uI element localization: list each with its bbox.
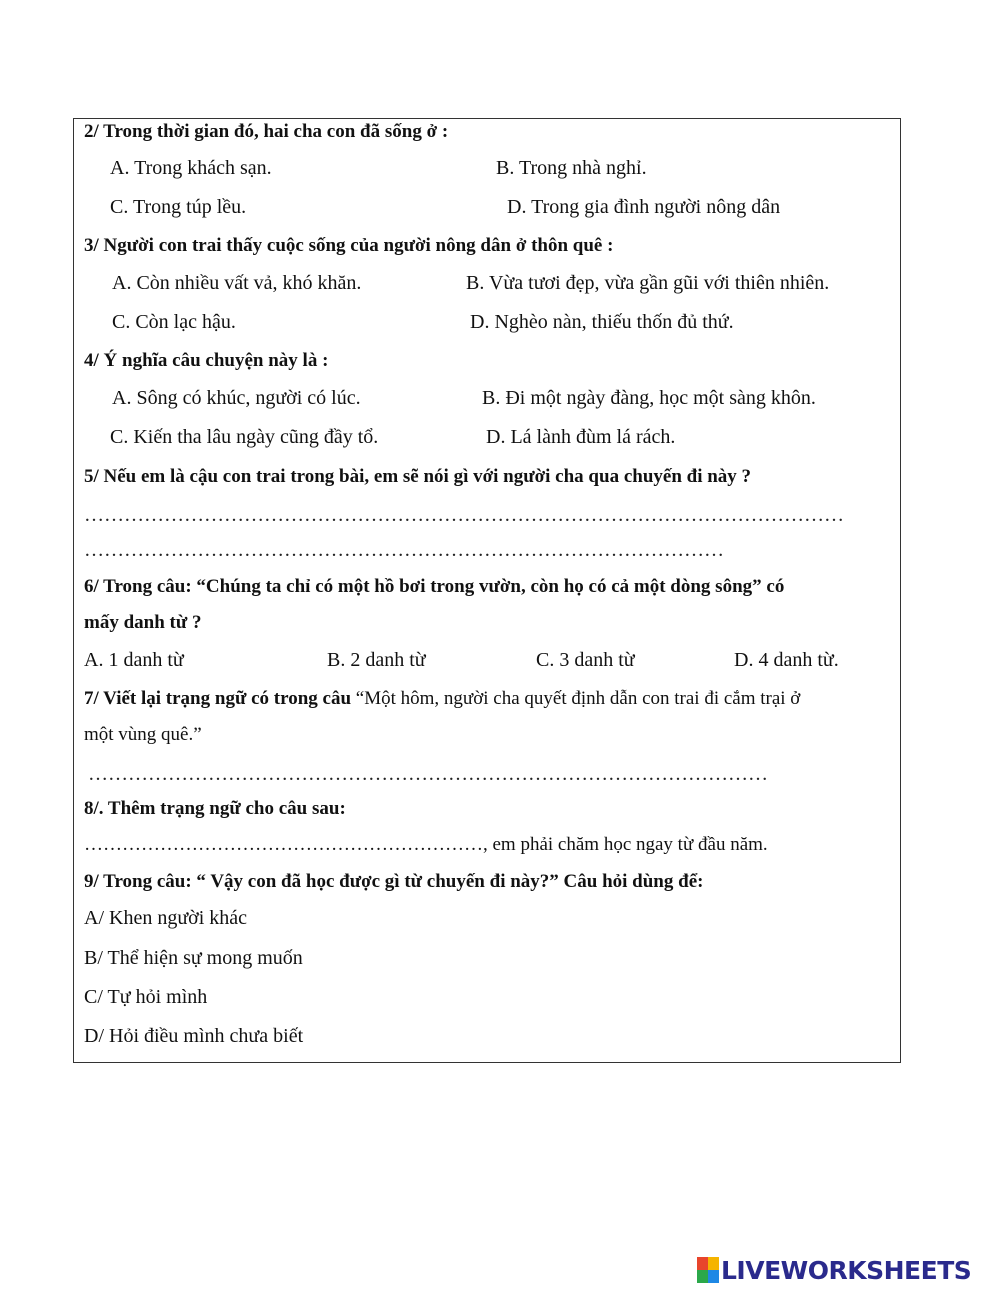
q4-option-d[interactable]: D. Lá lành đùm lá rách.	[486, 426, 676, 448]
q6-option-d[interactable]: D. 4 danh từ.	[734, 649, 839, 671]
q9-option-c[interactable]: C/ Tự hỏi mình	[84, 986, 208, 1008]
q6-option-c[interactable]: C. 3 danh từ	[536, 649, 635, 671]
q7-title-line-1	[84, 687, 800, 711]
q4-option-c[interactable]: C. Kiến tha lâu ngày cũng đầy tổ.	[110, 426, 379, 448]
q6-title-line-2: mấy danh từ ?	[84, 612, 202, 633]
q3-option-c[interactable]: C. Còn lạc hậu.	[112, 311, 236, 333]
q3-option-d[interactable]: D. Nghèo nàn, thiếu thốn đủ thứ.	[470, 311, 734, 333]
q7-answer-line[interactable]: …………………………………………………………………………………………	[88, 763, 768, 785]
q4-option-a[interactable]: A. Sông có khúc, người có lúc.	[112, 387, 361, 409]
q5-answer-line-1[interactable]: ……………………………………………………………………………………………………	[84, 504, 844, 526]
q3-option-a[interactable]: A. Còn nhiều vất vả, khó khăn.	[112, 272, 362, 294]
q9-option-a[interactable]: A/ Khen người khác	[84, 907, 248, 929]
q9-option-b[interactable]: B/ Thể hiện sự mong muốn	[84, 947, 303, 969]
q2-option-a[interactable]: A. Trong khách sạn.	[110, 157, 272, 179]
q9-title: 9/ Trong câu: “ Vậy con đã học được gì từ chuyến đi này?” Câu hỏi dùng để:	[84, 871, 704, 892]
q7-title-bold: 7/ Viết lại trạng ngữ có trong câu	[84, 688, 352, 709]
q9-option-d[interactable]: D/ Hỏi điều mình chưa biết	[84, 1025, 304, 1047]
liveworksheets-logo-icon	[697, 1257, 719, 1283]
q2-title: 2/ Trong thời gian đó, hai cha con đã sống ở :	[84, 121, 449, 142]
q2-option-c[interactable]: C. Trong túp lều.	[110, 196, 247, 218]
q3-option-b[interactable]: B. Vừa tươi đẹp, vừa gần gũi với thiên nhiên.	[466, 272, 830, 294]
q4-option-b[interactable]: B. Đi một ngày đàng, học một sàng khôn.	[482, 387, 816, 409]
q4-title: 4/ Ý nghĩa câu chuyện này là :	[84, 350, 329, 371]
q6-option-a[interactable]: A. 1 danh từ	[84, 649, 184, 671]
liveworksheets-logo-text: LIVEWORKSHEETS	[721, 1255, 972, 1285]
q8-answer-line[interactable]: ………………………………………………………, em phải chăm học ngay từ đầu năm.	[84, 834, 768, 855]
q2-option-d[interactable]: D. Trong gia đình người nông dân	[507, 196, 781, 218]
q6-option-b[interactable]: B. 2 danh từ	[327, 649, 426, 671]
liveworksheets-logo	[697, 1255, 971, 1285]
q6-title-line-1: 6/ Trong câu: “Chúng ta chỉ có một hồ bơi trong vườn, còn họ có cả một dòng sông” có	[84, 576, 785, 597]
q7-title-quote: “Một hôm, người cha quyết định dẫn con trai đi cắm trại ở	[351, 688, 801, 709]
q2-option-b[interactable]: B. Trong nhà nghỉ.	[496, 157, 647, 179]
q3-title: 3/ Người con trai thấy cuộc sống của người nông dân ở thôn quê :	[84, 235, 614, 256]
q5-title: 5/ Nếu em là cậu con trai trong bài, em sẽ nói gì với người cha qua chuyến đi này ?	[84, 466, 752, 487]
q5-answer-line-2[interactable]: ……………………………………………………………………………………	[84, 539, 724, 561]
q7-title-line-2: một vùng quê.”	[84, 724, 202, 745]
q8-title: 8/. Thêm trạng ngữ cho câu sau:	[84, 798, 346, 819]
